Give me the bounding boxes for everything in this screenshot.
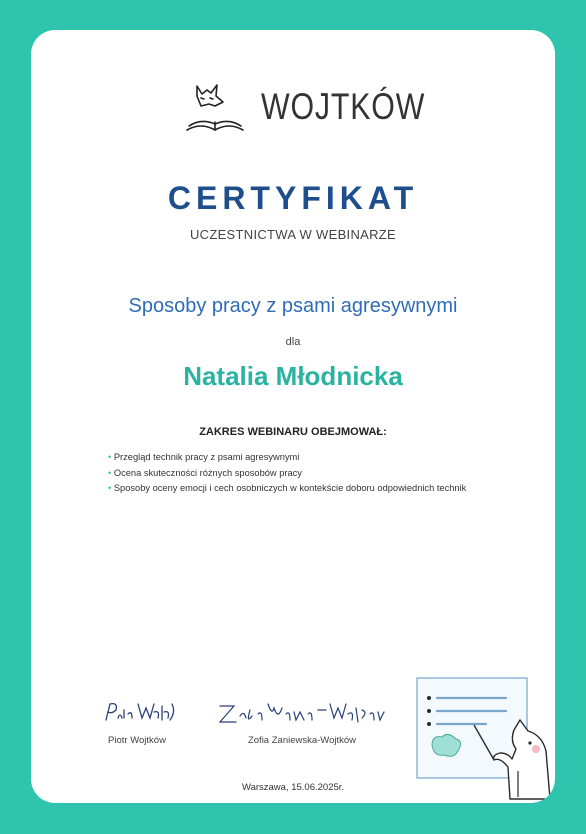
signature-name: Piotr Wojtków: [108, 735, 166, 746]
scope-item: • Ocena skuteczności różnych sposobów pracy: [108, 466, 518, 482]
place-and-date: Warszawa, 15.06.2025r.: [241, 782, 345, 793]
scope-heading: ZAKRES WEBINARU OBEJMOWAŁ:: [199, 426, 387, 438]
certificate-subtitle: UCZESTNICTWA W WEBINARZE: [189, 227, 397, 242]
signature-block-piotr: [87, 698, 187, 746]
signature-name: Zofia Zaniewska-Wojtków: [247, 735, 357, 746]
signature-block-zofia: [207, 698, 397, 746]
dog-at-whiteboard-illustration-icon: [414, 675, 554, 800]
scope-item: • Przegląd technik pracy z psami agresywnymi: [108, 450, 518, 466]
for-label: dla: [285, 336, 301, 348]
signature-zofia-image: [212, 698, 392, 728]
webinar-title: Sposoby pracy z psami agresywnymi: [128, 295, 458, 317]
scope-item: • Sposoby oceny emocji i cech osobniczych w kontekście doboru odpowiednich technik: [108, 481, 518, 497]
recipient-name: Natalia Młodnicka: [183, 361, 403, 391]
certificate-card: [31, 30, 555, 803]
dog-reading-book-logo-icon: [183, 80, 261, 136]
brand-logo: [183, 80, 426, 136]
signature-piotr-image: [92, 698, 182, 728]
scope-list: [108, 450, 518, 497]
certificate-title: CERTYFIKAT: [167, 180, 419, 216]
brand-name: WOJTKÓW: [261, 86, 426, 127]
